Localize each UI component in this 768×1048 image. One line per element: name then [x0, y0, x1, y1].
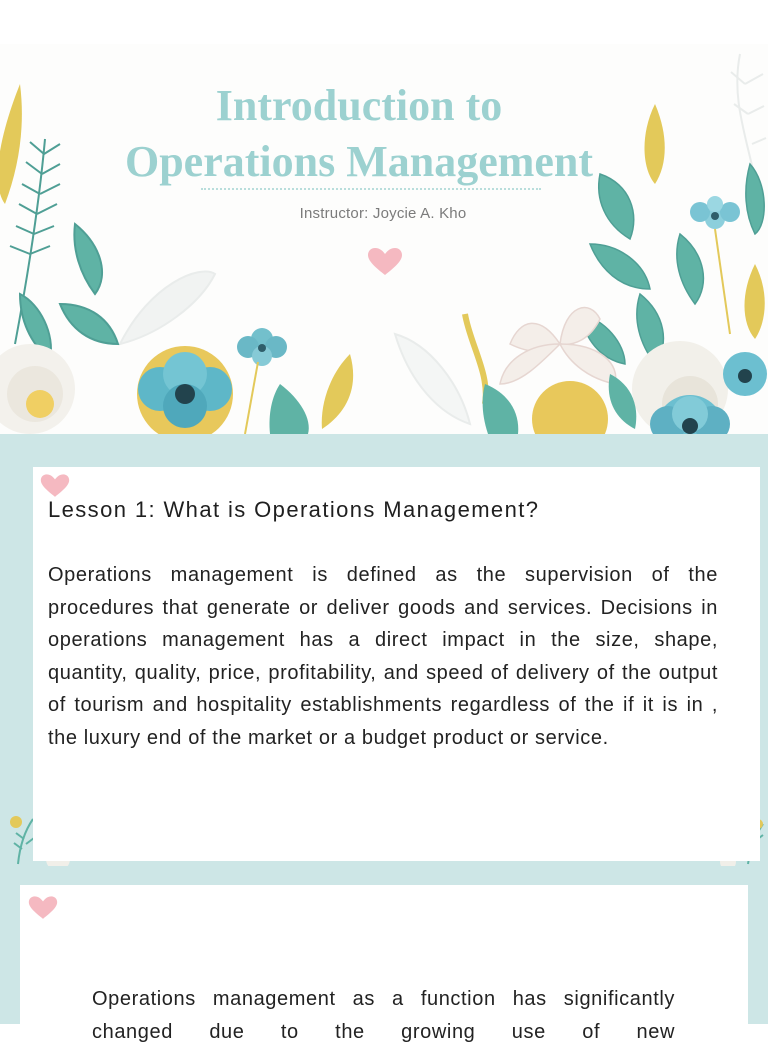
function-paragraph: Operations management as a function has significantly changed due to the growing use of new — [92, 988, 675, 1043]
instructor-name: Instructor: Joycie A. Kho — [299, 205, 467, 222]
title-slide — [0, 44, 768, 434]
function-card — [20, 885, 748, 1045]
function-slide — [0, 866, 768, 1043]
title-line-1: Introduction to — [215, 81, 503, 130]
lesson-card — [33, 467, 760, 861]
title-line-2: Operations Management — [124, 137, 594, 186]
lesson-slide — [0, 434, 768, 866]
presentation-title — [0, 78, 718, 190]
blue-peony-icon — [137, 346, 233, 434]
lesson-heading: Lesson 1: What is Operations Management? — [48, 497, 540, 522]
right-leaf-icon — [580, 164, 764, 364]
heart-icon — [367, 248, 403, 276]
lesson-paragraph: Operations management is defined as the supervision of the procedures that generate or deliver goods and services. Decisions in operations management has a direct impact in the size, shape, quantity, quality, price, profitability, and speed of delivery of the output of tourism and hospitality establishments regardless of the if it is in , the luxury end of the market or a budget product or service. — [48, 564, 718, 749]
heart-icon — [40, 474, 70, 498]
title-divider — [201, 188, 541, 190]
heart-icon — [28, 896, 58, 920]
